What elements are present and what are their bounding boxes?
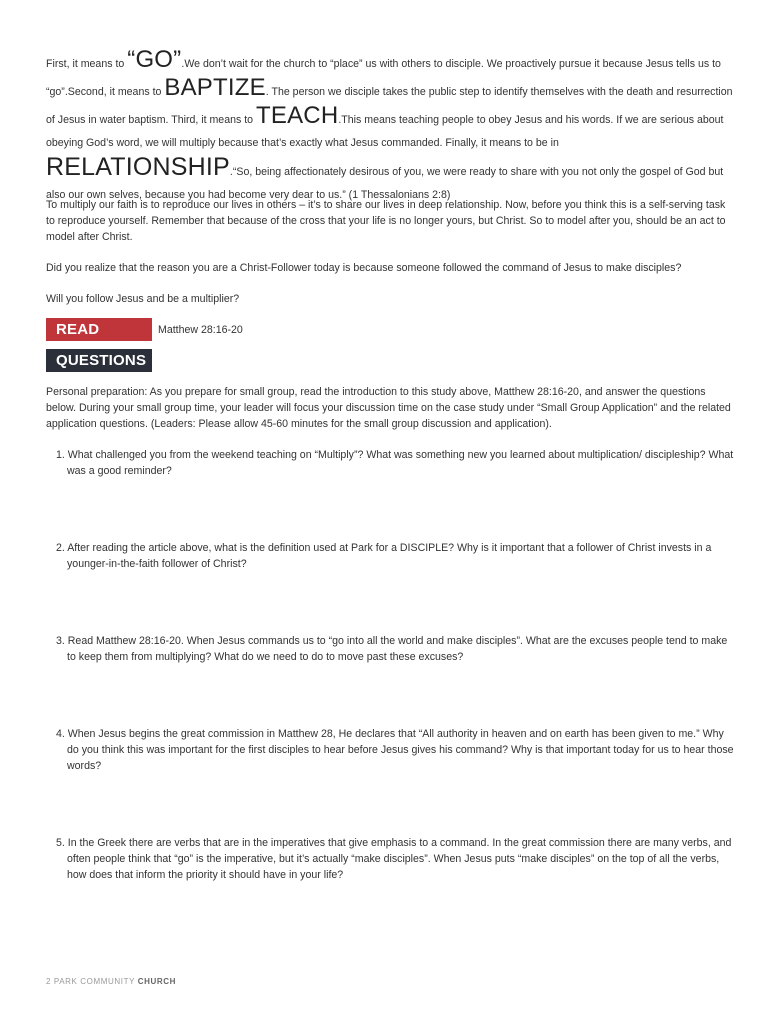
intro-paragraph-2: To multiply our faith is to reproduce our lives in others – it’s to share our lives in deep relationship. Now, before you think this is a self-serving task to reproduce yourself. Remember that because of the cross that your life is no longer yours, but Christ. So to model after you, should be an act to model after Christ. (46, 199, 726, 243)
emphasis-relationship: RELATIONSHIP (46, 153, 230, 181)
page-footer (46, 976, 176, 988)
emphasis-go: “GO” (127, 46, 182, 73)
intro-text: .This means teaching people to obey Jesus and his words. If we are serious about obeying God’s word, we will multiply because that’s exactly what Jesus commanded. Finally, it means to be in (46, 114, 724, 149)
emphasis-baptize: BAPTIZE (164, 74, 266, 101)
intro-paragraph (46, 48, 736, 207)
footer-church: CHURCH (137, 977, 176, 986)
read-reference: Matthew 28:16-20 (158, 324, 243, 336)
preparation-paragraph: Personal preparation: As you prepare for small group, read the introduction to this study above, Matthew 28:16-20, and answer the questions below. During your small group time, your leader will focus your discussion time on the case study under “Small Group Application” and the related application questions. (Leaders: Please allow 45-60 minutes for the small group discussion and application). (46, 386, 731, 430)
intro-paragraph-3: Did you realize that the reason you are a Christ-Follower today is because someone followed the command of Jesus to make disciples? (46, 262, 682, 274)
emphasis-teach: TEACH (256, 102, 339, 129)
read-label: READ (46, 318, 152, 341)
question-3: 3. Read Matthew 28:16-20. When Jesus commands us to “go into all the world and make disciples”. What are the excuses people tend to make to keep them from multiplying? What do we need to do to move past these excuses? (56, 635, 728, 663)
page-number: 2 (46, 977, 52, 986)
intro-text: . The person we disciple takes the public step to identify themselves with the death and resurrection of Jesus in water baptism. Third, it means to (46, 86, 733, 126)
question-5: 5. In the Greek there are verbs that are in the imperatives that give emphasis to a command. In the great commission there are many verbs, and often people think that “go” is the imperative, but it’s actually “make disciples”. When Jesus puts “make disciples” on the top of all the verbs, how does that inform the priority it should have in your life? (56, 837, 732, 881)
questions-label: QUESTIONS (46, 349, 152, 372)
question-1: 1. What challenged you from the weekend teaching on “Multiply”? What was something new you learned about multiplication/ discipleship? What was a good reminder? (56, 449, 734, 477)
question-2: 2. After reading the article above, what is the definition used at Park for a DISCIPLE? Why is it important that a follower of Christ invests in a younger-in-the-faith follower of Christ? (56, 542, 712, 570)
intro-text: First, it means to (46, 58, 128, 70)
intro-text: .“So, being affectionately desirous of you, we were ready to share with you not only the gospel of God but also our own selves, because you had become very dear to us.” (1 Thessalonians 2:8) (46, 166, 724, 201)
intro-paragraph-4: Will you follow Jesus and be a multiplier? (46, 293, 240, 305)
intro-text: .We don’t wait for the church to “place” us with others to disciple. We proactively pursue it because Jesus tells us to “go”.Second, it means to (46, 58, 721, 98)
footer-org: PARK COMMUNITY (53, 977, 135, 986)
question-4: 4. When Jesus begins the great commission in Matthew 28, He declares that “All authority in heaven and on earth has been given to me.” Why do you think this was important for the first disciples to hear before Jesus gives his command? Why is that important today for us to hear those words? (56, 728, 734, 772)
